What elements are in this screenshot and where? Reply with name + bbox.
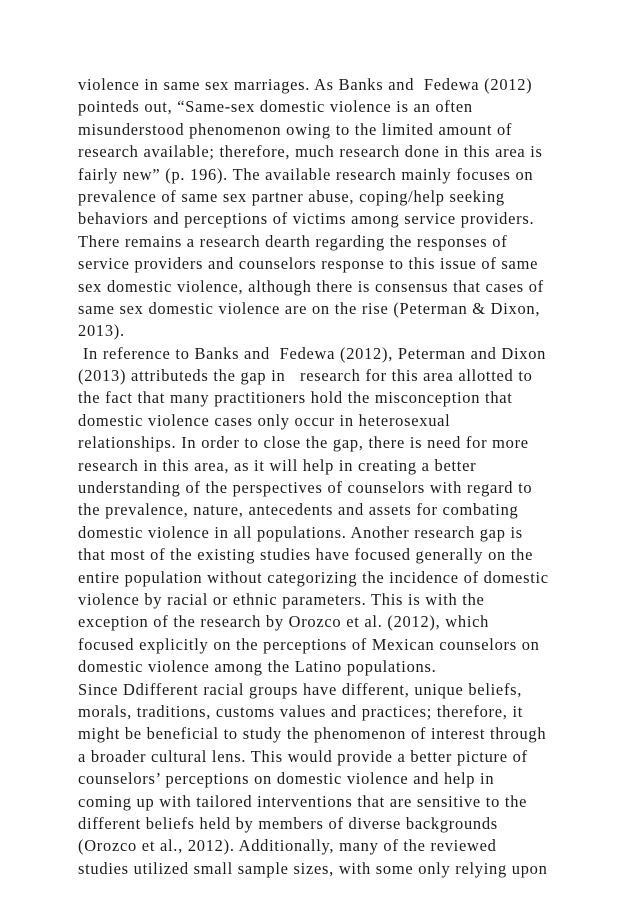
text-line: counselors’ perceptions on domestic violence and help in: [78, 769, 495, 789]
text-line: behaviors and perceptions of victims among service providers.: [78, 209, 535, 229]
text-line: domestic violence in all populations. Another research gap is: [78, 522, 523, 542]
text-line: the fact that many practitioners hold the misconception that: [78, 388, 513, 408]
text-line: sex domestic violence, although there is consensus that cases of: [78, 276, 544, 296]
text-line: 2013).: [78, 321, 125, 341]
text-line: entire population without categorizing the incidence of domestic: [78, 567, 549, 587]
text-line: violence in same sex marriages. As Banks and Fedewa (2012): [78, 75, 533, 94]
text-line: violence by racial or ethnic parameters. This is with the: [78, 589, 485, 609]
text-line: that most of the existing studies have focused generally on the: [78, 545, 534, 565]
text-line: domestic violence cases only occur in heterosexual: [78, 410, 451, 430]
text-line: misunderstood phenomenon owing to the limited amount of: [78, 119, 513, 139]
text-line: understanding of the perspectives of counselors with regard to: [78, 478, 533, 498]
text-line: fairly new” (p. 196). The available research mainly focuses on: [78, 164, 534, 184]
text-line: focused explicitly on the perceptions of Mexican counselors on: [78, 634, 540, 654]
text-line: research available; therefore, much research done in this area is: [78, 142, 543, 162]
text-line: service providers and counselors response to this issue of same: [78, 254, 539, 274]
text-line: morals, traditions, customs values and practices; therefore, it: [78, 701, 524, 721]
text-line: the prevalence, nature, antecedents and assets for combating: [78, 500, 519, 520]
text-line: There remains a research dearth regarding the responses of: [78, 231, 508, 251]
text-line: a broader cultural lens. This would provide a better picture of: [78, 746, 528, 766]
text-line: Since Ddifferent racial groups have different, unique beliefs,: [78, 679, 523, 699]
body-text: [78, 74, 578, 880]
text-line: coming up with tailored interventions that are sensitive to the: [78, 791, 528, 811]
text-line: might be beneficial to study the phenomenon of interest through: [78, 724, 547, 744]
text-line: In reference to Banks and Fedewa (2012), Peterman and Dixon: [78, 343, 547, 363]
text-line: (2013) attributeds the gap in research for this area allotted to: [78, 366, 533, 386]
text-line: prevalence of same sex partner abuse, coping/help seeking: [78, 186, 505, 206]
text-line: domestic violence among the Latino populations.: [78, 657, 437, 677]
text-line: (Orozco et al., 2012). Additionally, many of the reviewed: [78, 836, 497, 856]
text-line: relationships. In order to close the gap, there is need for more: [78, 433, 529, 453]
text-line: different beliefs held by members of diverse backgrounds: [78, 813, 498, 833]
text-line: research in this area, as it will help in creating a better: [78, 455, 477, 475]
text-line: same sex domestic violence are on the rise (Peterman & Dixon,: [78, 298, 541, 318]
text-line: exception of the research by Orozco et al. (2012), which: [78, 612, 490, 632]
text-line: studies utilized small sample sizes, with some only relying upon: [78, 858, 548, 878]
text-line: pointeds out, “Same-sex domestic violence is an often: [78, 97, 473, 117]
